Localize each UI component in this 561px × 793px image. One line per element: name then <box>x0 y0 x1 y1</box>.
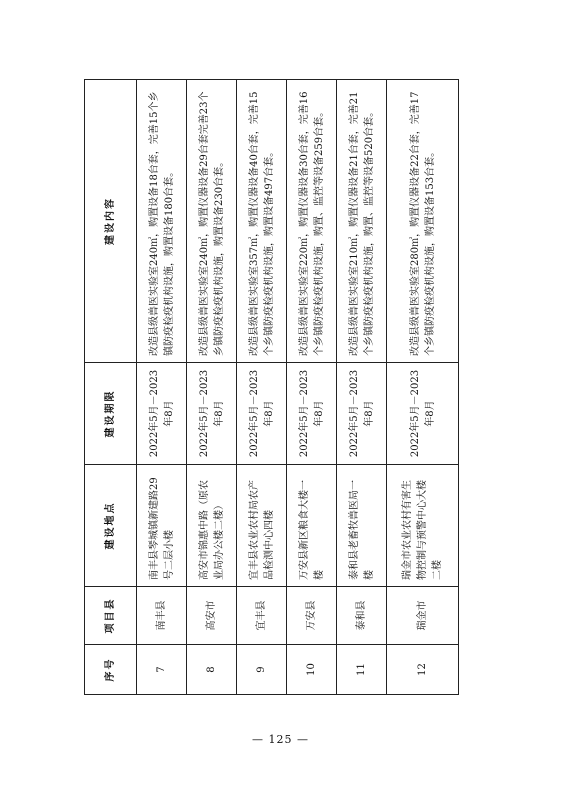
cell-no: 10 <box>287 645 337 695</box>
header-county: 项目县 <box>85 587 137 645</box>
cell-location: 南丰县琴城镇新建路29号二层小楼 <box>137 465 187 587</box>
cell-county: 南丰县 <box>137 587 187 645</box>
header-period: 建设期限 <box>85 363 137 465</box>
table-row <box>187 80 237 695</box>
cell-content: 改造县级兽医实验室240㎡，购置设备18台套，完善15个乡镇防疫检疫机构设施，购置设备180台套。 <box>137 80 187 363</box>
header-location: 建设地点 <box>85 465 137 587</box>
table-row <box>387 80 459 695</box>
cell-period: 2022年5月－2023年8月 <box>337 363 387 465</box>
construction-table <box>84 79 459 695</box>
cell-period: 2022年5月－2023年8月 <box>137 363 187 465</box>
cell-no: 11 <box>337 645 387 695</box>
cell-content: 改造县级兽医实验室220㎡，购置仪器设备30台套，完善16个乡镇防疫检疫机构设施，购置、监控等设备259台套。 <box>287 80 337 363</box>
cell-county: 高安市 <box>187 587 237 645</box>
table-row <box>337 80 387 695</box>
table-row <box>137 80 187 695</box>
cell-location: 高安市锦惠中路（原农业局办公楼二楼） <box>187 465 237 587</box>
page-number: — 125 — <box>252 733 309 746</box>
cell-content: 改造县级兽医实验室240㎡，购置仪器设备29台套完善23个乡镇防疫检疫机构设施，购置设备230台套。 <box>187 80 237 363</box>
table-header-row <box>85 80 137 695</box>
cell-content: 改造县级兽医实验室357㎡，购置仪器设备40台套，完善15个乡镇防疫检疫机构设施，购置设备497台套。 <box>237 80 287 363</box>
cell-period: 2022年5月－2023年8月 <box>237 363 287 465</box>
rotated-table-wrapper <box>84 80 459 695</box>
cell-location: 泰和县老畜牧兽医局一楼 <box>337 465 387 587</box>
cell-location: 宜丰县农业农村局农产品检测中心四楼 <box>237 465 287 587</box>
table-row <box>287 80 337 695</box>
cell-no: 9 <box>237 645 287 695</box>
cell-content: 改造县级兽医实验室280㎡，购置仪器设备22台套，完善17个乡镇防疫检疫机构设施，购置设备153台套。 <box>387 80 459 363</box>
cell-county: 泰和县 <box>337 587 387 645</box>
cell-no: 7 <box>137 645 187 695</box>
cell-location: 万安县新区粮食大楼一楼 <box>287 465 337 587</box>
header-content: 建设内容 <box>85 80 137 363</box>
header-no: 序号 <box>85 645 137 695</box>
cell-no: 8 <box>187 645 237 695</box>
table-row <box>237 80 287 695</box>
cell-county: 宜丰县 <box>237 587 287 645</box>
cell-period: 2022年5月－2023年8月 <box>187 363 237 465</box>
cell-location: 瑞金市农业农村有害生物控制与预警中心大楼二楼 <box>387 465 459 587</box>
cell-county: 瑞金市 <box>387 587 459 645</box>
cell-county: 万安县 <box>287 587 337 645</box>
cell-content: 改造县级兽医实验室210㎡，购置仪器设备21台套，完善21个乡镇防疫检疫机构设施，购置、监控等设备520台套。 <box>337 80 387 363</box>
cell-period: 2022年5月－2023年8月 <box>387 363 459 465</box>
cell-no: 12 <box>387 645 459 695</box>
cell-period: 2022年5月－2023年8月 <box>287 363 337 465</box>
